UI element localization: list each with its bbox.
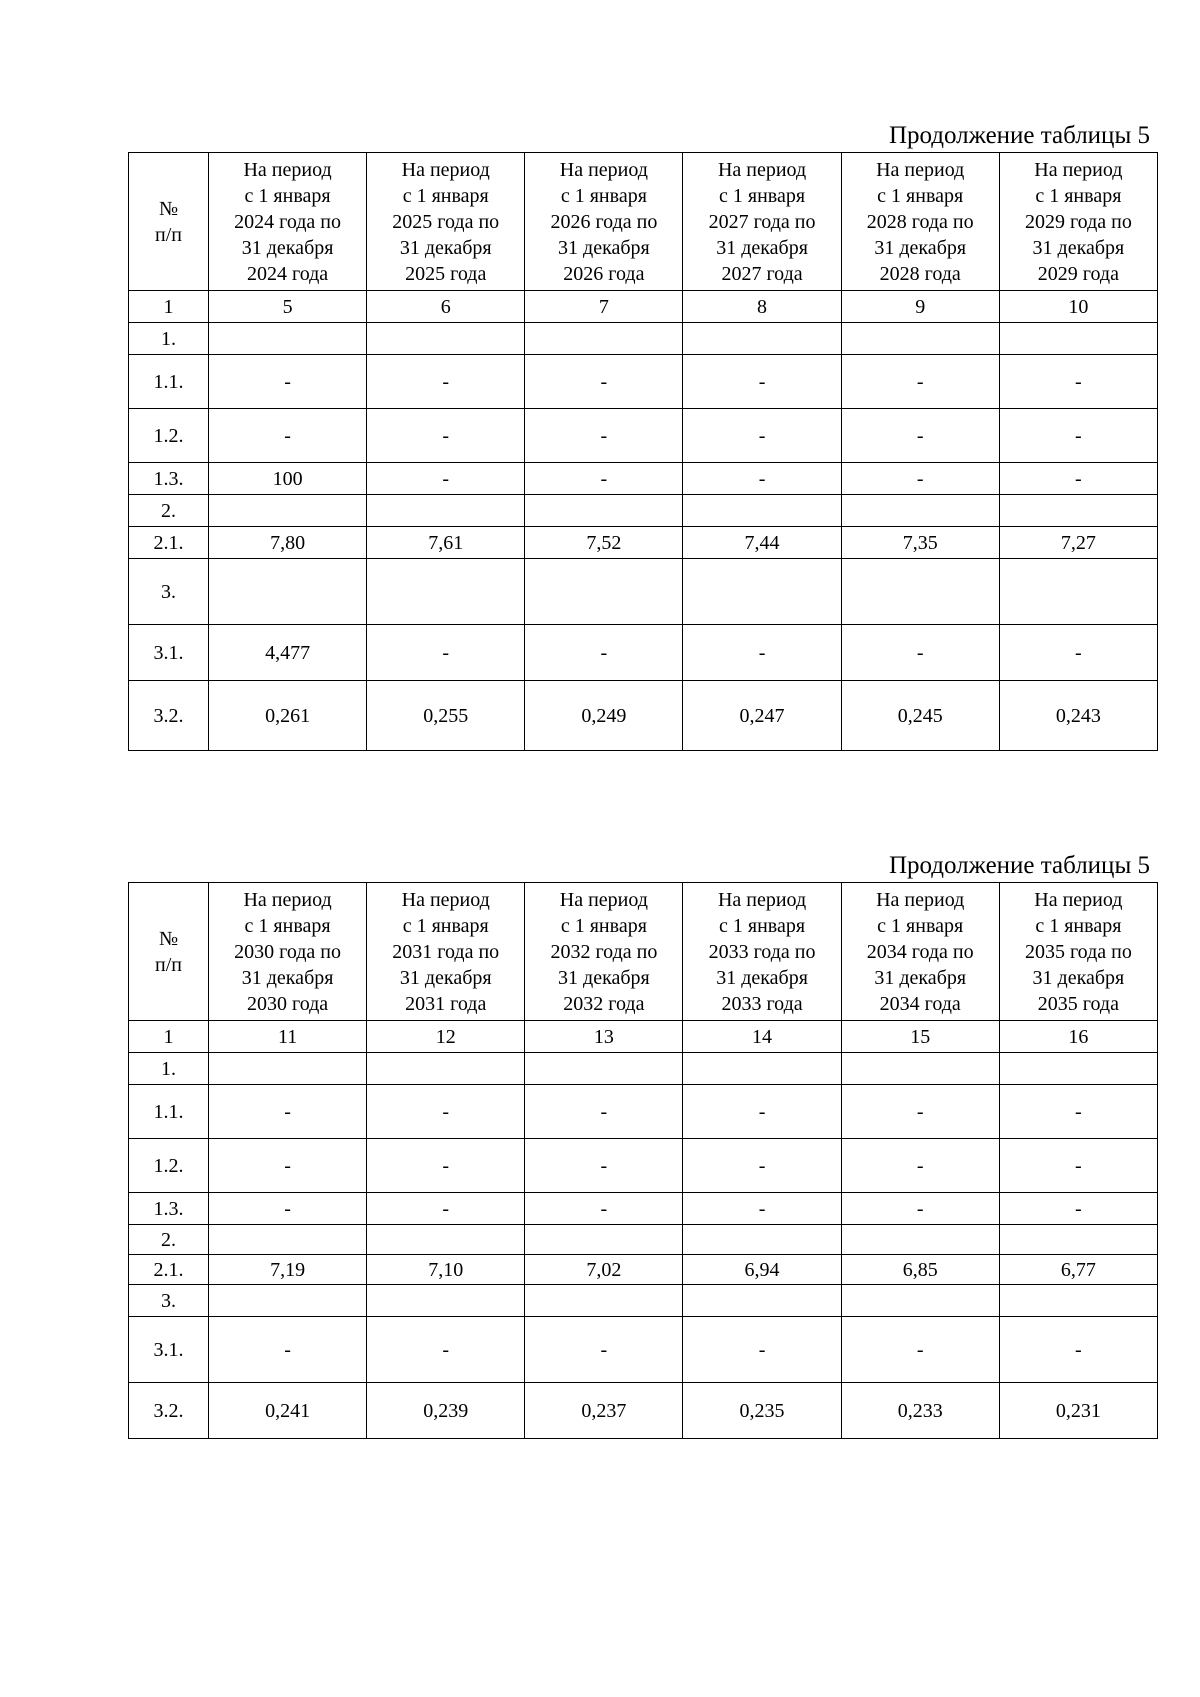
value-cell: - xyxy=(367,463,525,495)
value-cell: - xyxy=(525,1085,683,1139)
value-cell xyxy=(525,1053,683,1085)
value-cell xyxy=(209,559,367,625)
row-number-cell: 1.3. xyxy=(129,463,209,495)
row-number-cell: 3. xyxy=(129,559,209,625)
value-cell xyxy=(367,495,525,527)
row-number-cell: 1.1. xyxy=(129,1085,209,1139)
column-number-cell: 11 xyxy=(209,1021,367,1053)
value-cell: 0,249 xyxy=(525,681,683,751)
value-cell: - xyxy=(525,625,683,681)
value-cell: - xyxy=(841,1317,999,1383)
table-row xyxy=(129,1139,1158,1193)
value-cell xyxy=(841,1225,999,1255)
num-header-cell: № п/п xyxy=(129,883,209,1021)
column-number-row xyxy=(129,291,1158,323)
value-cell xyxy=(999,323,1157,355)
num-header-cell: № п/п xyxy=(129,153,209,291)
value-cell: 0,235 xyxy=(683,1383,841,1439)
period-header-cell: На период с 1 января 2035 года по 31 декабря 2035 года xyxy=(999,883,1157,1021)
period-header-cell: На период с 1 января 2029 года по 31 декабря 2029 года xyxy=(999,153,1157,291)
column-number-cell: 6 xyxy=(367,291,525,323)
period-header-cell: На период с 1 января 2027 года по 31 декабря 2027 года xyxy=(683,153,841,291)
value-cell: 7,02 xyxy=(525,1255,683,1285)
value-cell: - xyxy=(683,1317,841,1383)
value-cell: - xyxy=(525,463,683,495)
value-cell: - xyxy=(841,1085,999,1139)
value-cell xyxy=(367,559,525,625)
value-cell: 0,255 xyxy=(367,681,525,751)
row-number-cell: 2. xyxy=(129,495,209,527)
table-row xyxy=(129,681,1158,751)
table-row xyxy=(129,323,1158,355)
value-cell: 7,44 xyxy=(683,527,841,559)
column-number-row xyxy=(129,1021,1158,1053)
value-cell: - xyxy=(683,1139,841,1193)
table-row xyxy=(129,463,1158,495)
column-number-cell: 8 xyxy=(683,291,841,323)
column-number-cell: 1 xyxy=(129,291,209,323)
row-number-cell: 1.1. xyxy=(129,355,209,409)
period-header-cell: На период с 1 января 2026 года по 31 декабря 2026 года xyxy=(525,153,683,291)
column-number-cell: 13 xyxy=(525,1021,683,1053)
value-cell xyxy=(209,1225,367,1255)
row-number-cell: 2.1. xyxy=(129,1255,209,1285)
value-cell: - xyxy=(367,355,525,409)
value-cell: 7,10 xyxy=(367,1255,525,1285)
value-cell xyxy=(999,1225,1157,1255)
value-cell: - xyxy=(999,1193,1157,1225)
row-number-cell: 1.3. xyxy=(129,1193,209,1225)
value-cell: - xyxy=(209,1085,367,1139)
value-cell: - xyxy=(209,1317,367,1383)
table-row xyxy=(129,527,1158,559)
value-cell: - xyxy=(841,463,999,495)
period-header-cell: На период с 1 января 2031 года по 31 декабря 2031 года xyxy=(367,883,525,1021)
row-number-cell: 2. xyxy=(129,1225,209,1255)
column-number-cell: 12 xyxy=(367,1021,525,1053)
column-number-cell: 7 xyxy=(525,291,683,323)
value-cell: - xyxy=(525,1193,683,1225)
period-header-cell: На период с 1 января 2034 года по 31 декабря 2034 года xyxy=(841,883,999,1021)
value-cell: - xyxy=(999,355,1157,409)
table-row xyxy=(129,355,1158,409)
row-number-cell: 1. xyxy=(129,1053,209,1085)
table-row xyxy=(129,1053,1158,1085)
period-header-cell: На период с 1 января 2025 года по 31 декабря 2025 года xyxy=(367,153,525,291)
table-block-1 xyxy=(128,120,1158,751)
value-cell xyxy=(841,559,999,625)
table-caption: Продолжение таблицы 5 xyxy=(888,122,1150,149)
data-table xyxy=(128,882,1158,1439)
period-header-cell: На период с 1 января 2030 года по 31 декабря 2030 года xyxy=(209,883,367,1021)
value-cell xyxy=(525,1225,683,1255)
data-table xyxy=(128,152,1158,751)
value-cell: - xyxy=(367,409,525,463)
value-cell: - xyxy=(525,355,683,409)
value-cell: 4,477 xyxy=(209,625,367,681)
value-cell: - xyxy=(841,625,999,681)
value-cell: - xyxy=(209,355,367,409)
value-cell xyxy=(841,1053,999,1085)
value-cell: 6,85 xyxy=(841,1255,999,1285)
value-cell xyxy=(841,1285,999,1317)
column-number-cell: 15 xyxy=(841,1021,999,1053)
value-cell: - xyxy=(367,625,525,681)
table-row xyxy=(129,495,1158,527)
value-cell: 0,243 xyxy=(999,681,1157,751)
value-cell xyxy=(525,1285,683,1317)
table-row xyxy=(129,1255,1158,1285)
value-cell: - xyxy=(209,1139,367,1193)
column-number-cell: 5 xyxy=(209,291,367,323)
column-number-cell: 16 xyxy=(999,1021,1157,1053)
value-cell: - xyxy=(367,1317,525,1383)
value-cell xyxy=(683,495,841,527)
value-cell: 100 xyxy=(209,463,367,495)
value-cell: 6,94 xyxy=(683,1255,841,1285)
value-cell: - xyxy=(999,409,1157,463)
value-cell xyxy=(841,323,999,355)
value-cell: - xyxy=(841,355,999,409)
value-cell: 0,231 xyxy=(999,1383,1157,1439)
value-cell: - xyxy=(525,1139,683,1193)
value-cell: - xyxy=(525,1317,683,1383)
value-cell: - xyxy=(999,463,1157,495)
column-number-cell: 14 xyxy=(683,1021,841,1053)
value-cell xyxy=(683,323,841,355)
value-cell xyxy=(525,323,683,355)
value-cell: 7,35 xyxy=(841,527,999,559)
value-cell: - xyxy=(367,1139,525,1193)
row-number-cell: 3. xyxy=(129,1285,209,1317)
value-cell xyxy=(209,323,367,355)
value-cell: - xyxy=(683,355,841,409)
value-cell: - xyxy=(999,1317,1157,1383)
value-cell: 0,245 xyxy=(841,681,999,751)
value-cell: 0,239 xyxy=(367,1383,525,1439)
value-cell xyxy=(683,1225,841,1255)
row-number-cell: 3.2. xyxy=(129,1383,209,1439)
table-caption: Продолжение таблицы 5 xyxy=(888,852,1150,879)
value-cell: 7,52 xyxy=(525,527,683,559)
row-number-cell: 2.1. xyxy=(129,527,209,559)
value-cell xyxy=(999,1053,1157,1085)
header-row xyxy=(129,883,1158,1021)
table-row xyxy=(129,1285,1158,1317)
value-cell: - xyxy=(841,1193,999,1225)
period-header-cell: На период с 1 января 2028 года по 31 декабря 2028 года xyxy=(841,153,999,291)
value-cell xyxy=(367,1053,525,1085)
column-number-cell: 9 xyxy=(841,291,999,323)
row-number-cell: 1.2. xyxy=(129,409,209,463)
value-cell: - xyxy=(683,463,841,495)
table-row xyxy=(129,1193,1158,1225)
period-header-cell: На период с 1 января 2024 года по 31 декабря 2024 года xyxy=(209,153,367,291)
value-cell xyxy=(683,1285,841,1317)
value-cell: - xyxy=(841,409,999,463)
value-cell: - xyxy=(209,1193,367,1225)
value-cell xyxy=(209,1285,367,1317)
period-header-cell: На период с 1 января 2032 года по 31 декабря 2032 года xyxy=(525,883,683,1021)
value-cell xyxy=(999,1285,1157,1317)
row-number-cell: 3.2. xyxy=(129,681,209,751)
table-row xyxy=(129,559,1158,625)
value-cell xyxy=(367,1225,525,1255)
value-cell xyxy=(683,1053,841,1085)
row-number-cell: 3.1. xyxy=(129,1317,209,1383)
table-row xyxy=(129,1383,1158,1439)
value-cell: 7,19 xyxy=(209,1255,367,1285)
value-cell: - xyxy=(999,1139,1157,1193)
value-cell: 7,27 xyxy=(999,527,1157,559)
value-cell: 0,237 xyxy=(525,1383,683,1439)
value-cell xyxy=(683,559,841,625)
value-cell xyxy=(209,495,367,527)
table-row xyxy=(129,409,1158,463)
value-cell: - xyxy=(683,1193,841,1225)
value-cell: - xyxy=(367,1193,525,1225)
value-cell xyxy=(367,1285,525,1317)
value-cell xyxy=(841,495,999,527)
value-cell: - xyxy=(841,1139,999,1193)
row-number-cell: 3.1. xyxy=(129,625,209,681)
value-cell: - xyxy=(683,625,841,681)
value-cell xyxy=(999,559,1157,625)
value-cell: - xyxy=(999,1085,1157,1139)
table-row xyxy=(129,1085,1158,1139)
table-row xyxy=(129,1225,1158,1255)
period-header-cell: На период с 1 января 2033 года по 31 декабря 2033 года xyxy=(683,883,841,1021)
value-cell: - xyxy=(367,1085,525,1139)
value-cell: 0,247 xyxy=(683,681,841,751)
value-cell xyxy=(525,559,683,625)
header-row xyxy=(129,153,1158,291)
value-cell: - xyxy=(525,409,683,463)
table-row xyxy=(129,1317,1158,1383)
value-cell: - xyxy=(209,409,367,463)
row-number-cell: 1. xyxy=(129,323,209,355)
column-number-cell: 1 xyxy=(129,1021,209,1053)
value-cell: 7,80 xyxy=(209,527,367,559)
value-cell xyxy=(209,1053,367,1085)
row-number-cell: 1.2. xyxy=(129,1139,209,1193)
column-number-cell: 10 xyxy=(999,291,1157,323)
table-block-2 xyxy=(128,850,1158,1439)
value-cell xyxy=(999,495,1157,527)
value-cell: 6,77 xyxy=(999,1255,1157,1285)
value-cell: - xyxy=(683,409,841,463)
table-row xyxy=(129,625,1158,681)
value-cell: 0,233 xyxy=(841,1383,999,1439)
value-cell xyxy=(525,495,683,527)
value-cell: - xyxy=(683,1085,841,1139)
value-cell: 7,61 xyxy=(367,527,525,559)
value-cell xyxy=(367,323,525,355)
value-cell: - xyxy=(999,625,1157,681)
value-cell: 0,261 xyxy=(209,681,367,751)
value-cell: 0,241 xyxy=(209,1383,367,1439)
